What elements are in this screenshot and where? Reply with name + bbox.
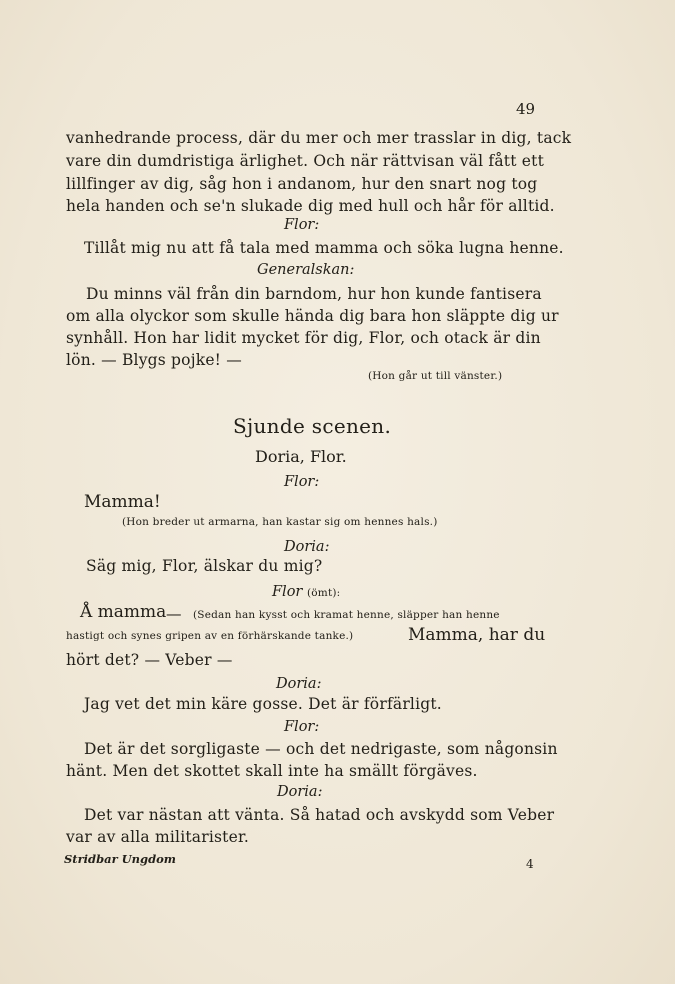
text-line: hänt. Men det skottet skall inte ha smällt förgäves. [66, 762, 478, 780]
text-line: om alla olyckor som skulle hända dig bara hon släppte dig ur [66, 307, 559, 325]
speaker-name: Doria: [276, 676, 322, 692]
stage-direction: (Hon breder ut armarna, han kastar sig om hennes hals.) [122, 516, 438, 528]
stage-direction: hastigt och synes gripen av en förhärskande tanke.) [66, 630, 354, 642]
text-line: Mamma, har du [408, 625, 546, 645]
dash: — [166, 605, 182, 623]
stage-direction: (Hon går ut till vänster.) [368, 370, 503, 382]
text-line: Tillåt mig nu att få tala med mamma och söka lugna henne. [84, 239, 564, 257]
speaker-label: Flor [272, 584, 303, 600]
text-line: vanhedrande process, där du mer och mer trasslar in dig, tack [66, 129, 572, 147]
text-line: synhåll. Hon har lidit mycket för dig, Flor, och otack är din [66, 329, 541, 347]
speaker-name: Flor: [284, 217, 320, 233]
text-line: hela handen och se'n slukade dig med hull och hår för alltid. [66, 197, 555, 215]
text-line: Det var nästan att vänta. Så hatad och avskydd som Veber [84, 806, 555, 824]
text-line: lön. — Blygs pojke! — [66, 351, 242, 369]
scene-characters: Doria, Flor. [255, 447, 347, 466]
text-line: Mamma! [84, 492, 161, 512]
text-line: var av alla militarister. [66, 828, 249, 846]
speaker-note: (ömt): [306, 587, 341, 599]
text-line: Jag vet det min käre gosse. Det är förfärligt. [84, 695, 442, 713]
scene-title: Sjunde scenen. [233, 414, 392, 438]
page-number: 49 [516, 100, 536, 118]
footer-signature-number: 4 [526, 857, 534, 871]
speaker-name: Doria: [284, 539, 330, 555]
speaker-name [272, 584, 340, 600]
text-line: hört det? — Veber — [66, 651, 233, 669]
text-line: lillfinger av dig, såg hon i andanom, hur den snart nog tog [66, 175, 538, 193]
text-line: Det är det sorgligaste — och det nedrigaste, som någonsin [84, 740, 558, 758]
stage-direction: (Sedan han kysst och kramat henne, släpper han henne [193, 609, 500, 621]
speaker-name: Doria: [277, 784, 323, 800]
speaker-name: Flor: [284, 719, 320, 735]
text-line: Du minns väl från din barndom, hur hon kunde fantisera [86, 285, 542, 303]
footer-book-title: Stridbar Ungdom [64, 852, 176, 866]
text-line: Säg mig, Flor, älskar du mig? [86, 557, 323, 575]
speaker-name: Flor: [284, 474, 320, 490]
text-line: Å mamma [80, 602, 167, 622]
text-line: vare din dumdristiga ärlighet. Och när rättvisan väl fått ett [66, 152, 545, 170]
speaker-name: Generalskan: [257, 262, 355, 278]
